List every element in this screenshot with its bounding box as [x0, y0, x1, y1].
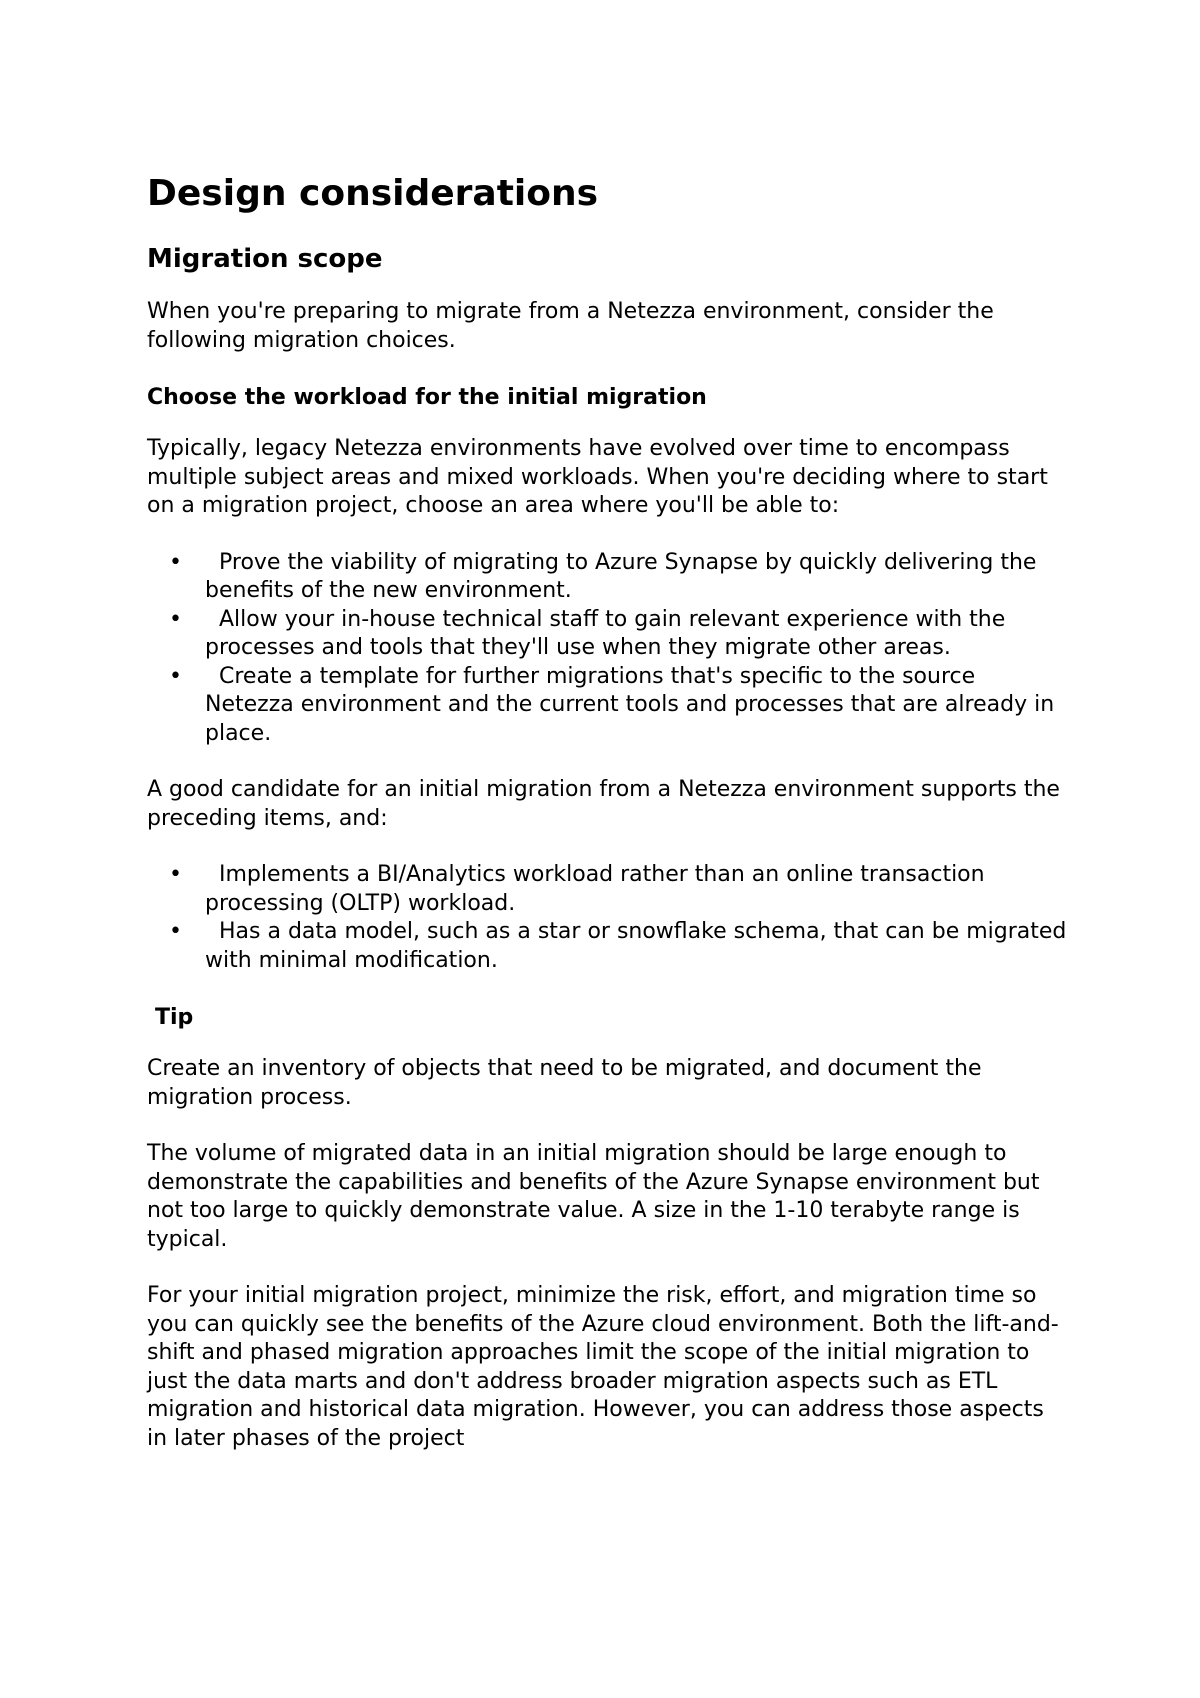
tip-label: Tip [155, 1005, 194, 1030]
list-item-text: Implements a BI/Analytics workload rather than an online transaction processing (OLTP) workload. [205, 862, 985, 916]
volume-paragraph: The volume of migrated data in an initial migration should be large enough to demonstrate the capabilities and benefits of the Azure Synapse environment but not too large to quickly demonstrate value. A size in the 1-10 terabyte range is typical. [147, 1141, 1040, 1252]
section-heading-migration-scope: Migration scope [147, 244, 383, 274]
list-item-text: Create a template for further migrations that's specific to the source Netezza environment and the current tools and processes that are already in place. [205, 663, 1055, 746]
bullet-icon: • [169, 663, 182, 689]
document-page [147, 170, 1067, 1481]
list-item [147, 606, 1067, 663]
list-item [147, 861, 1067, 918]
bullet-icon: • [169, 862, 182, 887]
page-title: Design considerations [147, 173, 599, 214]
intro-paragraph: When you're preparing to migrate from a Netezza environment, consider the following migration choices. [147, 299, 994, 353]
list-item-text: Has a data model, such as a star or snowflake schema, that can be migrated with minimal modification. [205, 919, 1067, 973]
list-item-text: Prove the viability of migrating to Azure Synapse by quickly delivering the benefits of the new environment. [205, 549, 1037, 603]
list-item [147, 663, 1067, 749]
risk-paragraph: For your initial migration project, minimize the risk, effort, and migration time so you can quickly see the benefits of the Azure cloud environment. Both the lift-and-shift and phased migration approaches limit the scope of the initial migration to just the data marts and don't address broader migration aspects such as ETL migration and historical data migration. However, you can address those aspects in later phases of the project [147, 1283, 1059, 1451]
tip-text: Create an inventory of objects that need to be migrated, and document the migration process. [147, 1056, 982, 1110]
list-item-text: Allow your in-house technical staff to gain relevant experience with the processes and tools that they'll use when they migrate other areas. [205, 606, 1006, 660]
candidate-paragraph: A good candidate for an initial migration from a Netezza environment supports the preceding items, and: [147, 777, 1060, 831]
subsection-heading-workload: Choose the workload for the initial migration [147, 385, 707, 410]
workload-paragraph: Typically, legacy Netezza environments have evolved over time to encompass multiple subject areas and mixed workloads. When you're deciding where to start on a migration project, choose an area where you'll be able to: [147, 436, 1048, 518]
candidate-list [147, 861, 1067, 975]
bullet-icon: • [169, 606, 182, 632]
list-item [147, 918, 1067, 975]
bullet-icon: • [169, 919, 182, 944]
bullet-icon: • [169, 549, 182, 575]
goals-list [147, 549, 1067, 749]
list-item [147, 549, 1067, 606]
